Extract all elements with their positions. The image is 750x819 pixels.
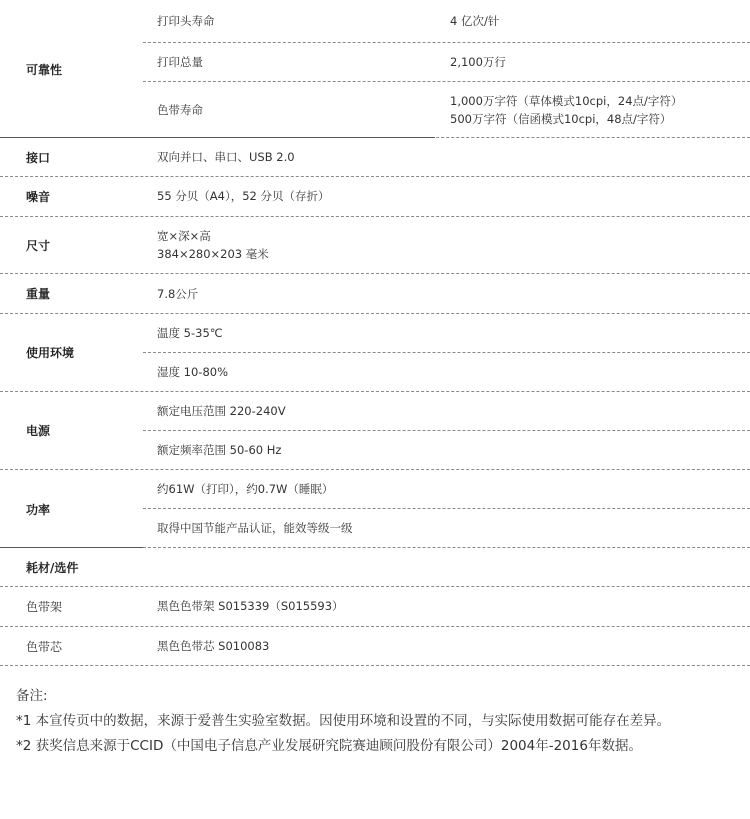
spec-row-ribbon-cartridge <box>0 587 750 627</box>
notes-title: 备注: <box>16 688 48 704</box>
spec-label-size: 尺寸 <box>26 238 51 253</box>
spec-sub-row <box>143 353 750 391</box>
spec-value-ribbon-cartridge: 黑色色带架 S015339（S015593） <box>157 599 344 613</box>
spec-item-value: 2,100万行 <box>450 55 506 69</box>
note-2: *2 获奖信息来源于CCID（中国电子信息产业发展研究院赛迪顾问股份有限公司）2004年-2016年数据。 <box>16 738 642 754</box>
spec-item-value-line1: 1,000万字符（草体模式10cpi，24点/字符） <box>450 94 683 108</box>
note-1: *1 本宣传页中的数据，来源于爱普生实验室数据。因使用环境和设置的不同，与实际使用数据可能存在差异。 <box>16 713 671 729</box>
spec-value-noise: 55 分贝（A4），52 分贝（存折） <box>157 189 330 203</box>
spec-sub-row <box>143 392 750 431</box>
spec-sub-row <box>143 0 750 43</box>
spec-label-noise: 噪音 <box>26 190 51 204</box>
spec-value-size-line1: 宽×深×高 <box>157 229 211 243</box>
spec-sub-row <box>143 509 750 548</box>
spec-label-weight: 重量 <box>26 287 51 301</box>
spec-value-humidity: 湿度 10-80% <box>157 365 228 379</box>
spec-sub-row <box>143 470 750 509</box>
spec-row-power-supply <box>0 392 750 470</box>
spec-value-weight: 7.8公斤 <box>157 287 199 301</box>
spec-label-reliability: 可靠性 <box>26 62 63 77</box>
spec-item-value-line2: 500万字符（信函模式10cpi，48点/字符） <box>450 112 672 126</box>
spec-value-temperature: 温度 5-35℃ <box>157 326 223 340</box>
spec-row-environment <box>0 314 750 392</box>
spec-label-power-supply: 电源 <box>26 424 51 438</box>
spec-row-interface <box>0 138 750 177</box>
spec-value-power-consumption: 约61W（打印），约0.7W（睡眠） <box>157 482 334 496</box>
spec-row-weight <box>0 274 750 314</box>
spec-row-noise <box>0 177 750 217</box>
spec-row-consumables <box>0 548 750 587</box>
spec-label-consumables: 耗材/选件 <box>26 560 79 575</box>
spec-label-power: 功率 <box>26 502 51 517</box>
spec-item-name: 打印头寿命 <box>157 14 215 28</box>
spec-sub-row <box>143 431 750 469</box>
spec-value-voltage: 额定电压范围 220-240V <box>157 404 286 418</box>
spec-row-power <box>0 470 750 548</box>
spec-sub-row <box>143 82 750 138</box>
spec-label-environment: 使用环境 <box>26 346 75 360</box>
spec-label-ribbon-refill: 色带芯 <box>26 639 63 654</box>
spec-value-size-line2: 384×280×203 毫米 <box>157 247 269 261</box>
spec-label-interface: 接口 <box>26 150 51 165</box>
spec-value-interface: 双向并口、串口、USB 2.0 <box>157 150 295 164</box>
spec-row-reliability <box>0 0 750 138</box>
spec-value-ribbon-refill: 黑色色带芯 S010083 <box>157 639 270 653</box>
spec-item-name: 打印总量 <box>157 55 203 69</box>
spec-sub-row <box>143 314 750 353</box>
spec-value-energy-cert: 取得中国节能产品认证，能效等级一级 <box>157 521 353 535</box>
notes-section <box>16 684 670 759</box>
spec-item-value: 4 亿次/针 <box>450 14 500 28</box>
spec-value-frequency: 额定频率范围 50-60 Hz <box>157 443 282 457</box>
spec-sub-row <box>143 43 750 82</box>
spec-label-ribbon-cartridge: 色带架 <box>26 600 63 614</box>
spec-row-size <box>0 217 750 274</box>
spec-item-name: 色带寿命 <box>157 103 203 117</box>
spec-row-ribbon-refill <box>0 627 750 666</box>
